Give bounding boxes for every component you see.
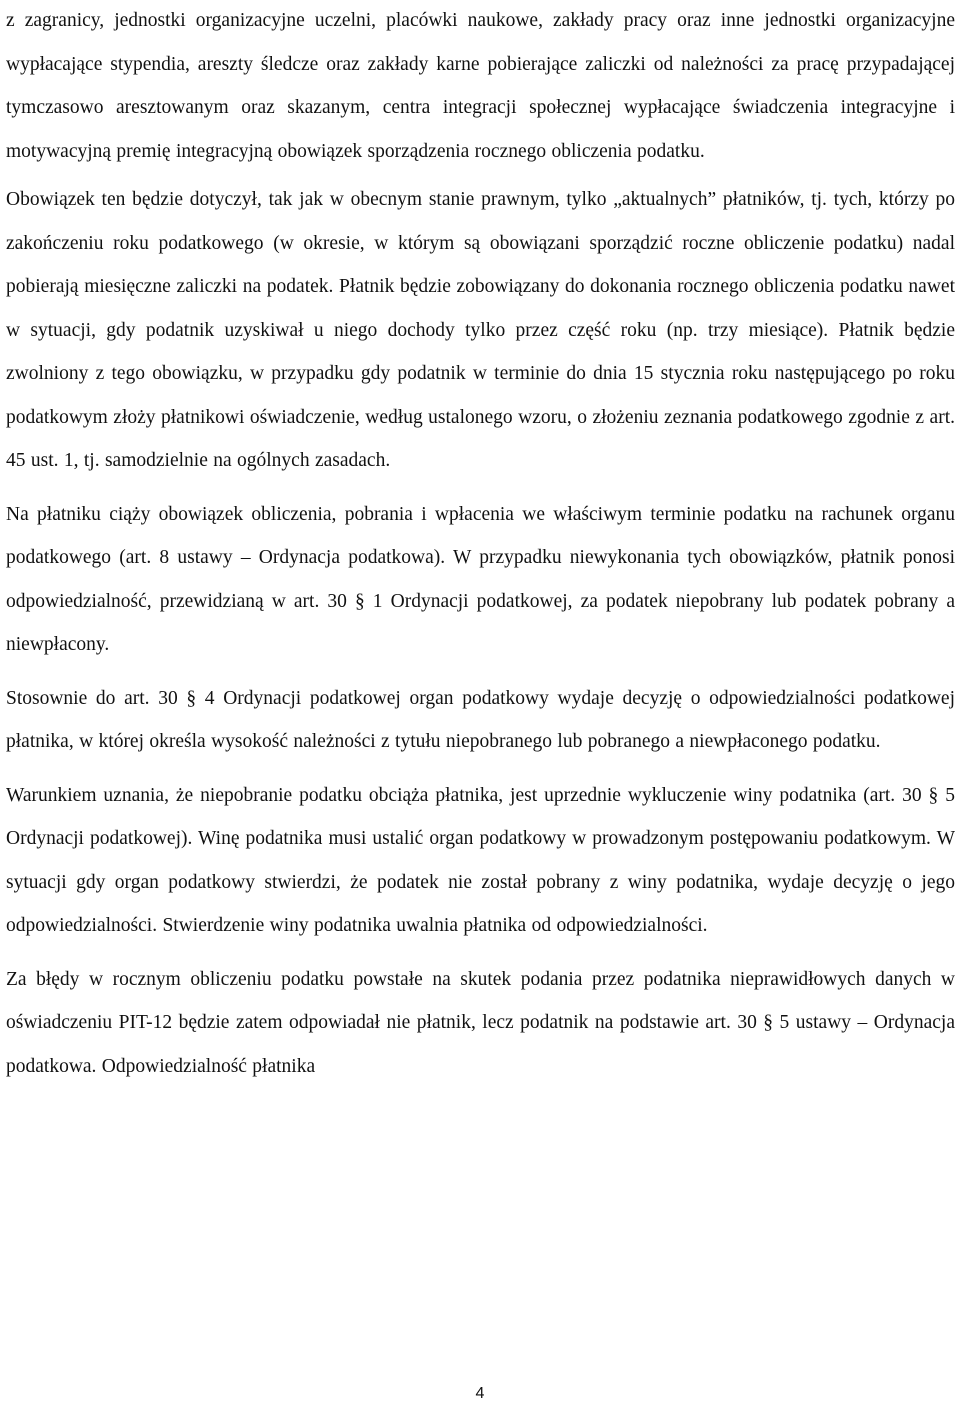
page-number: 4 (475, 1385, 485, 1402)
document-page (6, 0, 955, 1088)
paragraph-6: Za błędy w rocznym obliczeniu podatku powstałe na skutek podania przez podatnika nieprawidłowych danych w oświadczeniu PIT-12 będzie zatem odpowiadał nie płatnik, lecz podatnik na podstawie art. 30 § 5 ustawy – Ordynacja podatkowa. Odpowiedzialność płatnika (6, 968, 955, 1077)
paragraph-5: Warunkiem uznania, że niepobranie podatku obciąża płatnika, jest uprzednie wykluczenie winy podatnika (art. 30 § 5 Ordynacji podatkowej). Winę podatnika musi ustalić organ podatkowy w prowadzonym postępowaniu podatkowym. W sytuacji gdy organ podatkowy stwierdzi, że podatek nie został pobrany z winy podatnika, wydaje decyzję o jego odpowiedzialności. Stwierdzenie winy podatnika uwalnia płatnika od odpowiedzialności. (6, 784, 955, 936)
paragraph-4: Stosownie do art. 30 § 4 Ordynacji podatkowej organ podatkowy wydaje decyzję o odpowiedzialności podatkowej płatnika, w której określa wysokość należności z tytułu niepobranego lub pobranego a niewpłaconego podatku. (6, 687, 955, 752)
paragraph-2: Obowiązek ten będzie dotyczył, tak jak w obecnym stanie prawnym, tylko „aktualnych” płatników, tj. tych, którzy po zakończeniu roku podatkowego (w okresie, w którym są obowiązani sporządzić roczne obliczenie podatku) nadal pobierają miesięczne zaliczki na podatek. Płatnik będzie zobowiązany do dokonania rocznego obliczenia podatku nawet w sytuacji, gdy podatnik uzyskiwał u niego dochody tylko przez część roku (np. trzy miesiące). Płatnik będzie zwolniony z tego obowiązku, w przypadku gdy podatnik w terminie do dnia 15 stycznia roku następującego po roku podatkowym złoży płatnikowi oświadczenie, według ustalonego wzoru, o złożeniu zeznania podatkowego zgodnie z art. 45 ust. 1, tj. samodzielnie na ogólnych zasadach. (6, 189, 955, 471)
paragraph-1: z zagranicy, jednostki organizacyjne uczelni, placówki naukowe, zakłady pracy oraz inne jednostki organizacyjne wypłacające stypendia, areszty śledcze oraz zakłady karne pobierające zaliczki od należności za pracę przypadającej tymczasowo aresztowanym oraz skazanym, centra integracji społecznej wypłacające świadczenia integracyjne i motywacyjną premię integracyjną obowiązek sporządzenia rocznego obliczenia podatku. (6, 10, 955, 162)
paragraph-3: Na płatniku ciąży obowiązek obliczenia, pobrania i wpłacenia we właściwym terminie podatku na rachunek organu podatkowego (art. 8 ustawy – Ordynacja podatkowa). W przypadku niewykonania tych obowiązków, płatnik ponosi odpowiedzialność, przewidzianą w art. 30 § 1 Ordynacji podatkowej, za podatek niepobrany lub podatek pobrany a niewpłacony. (6, 503, 955, 655)
